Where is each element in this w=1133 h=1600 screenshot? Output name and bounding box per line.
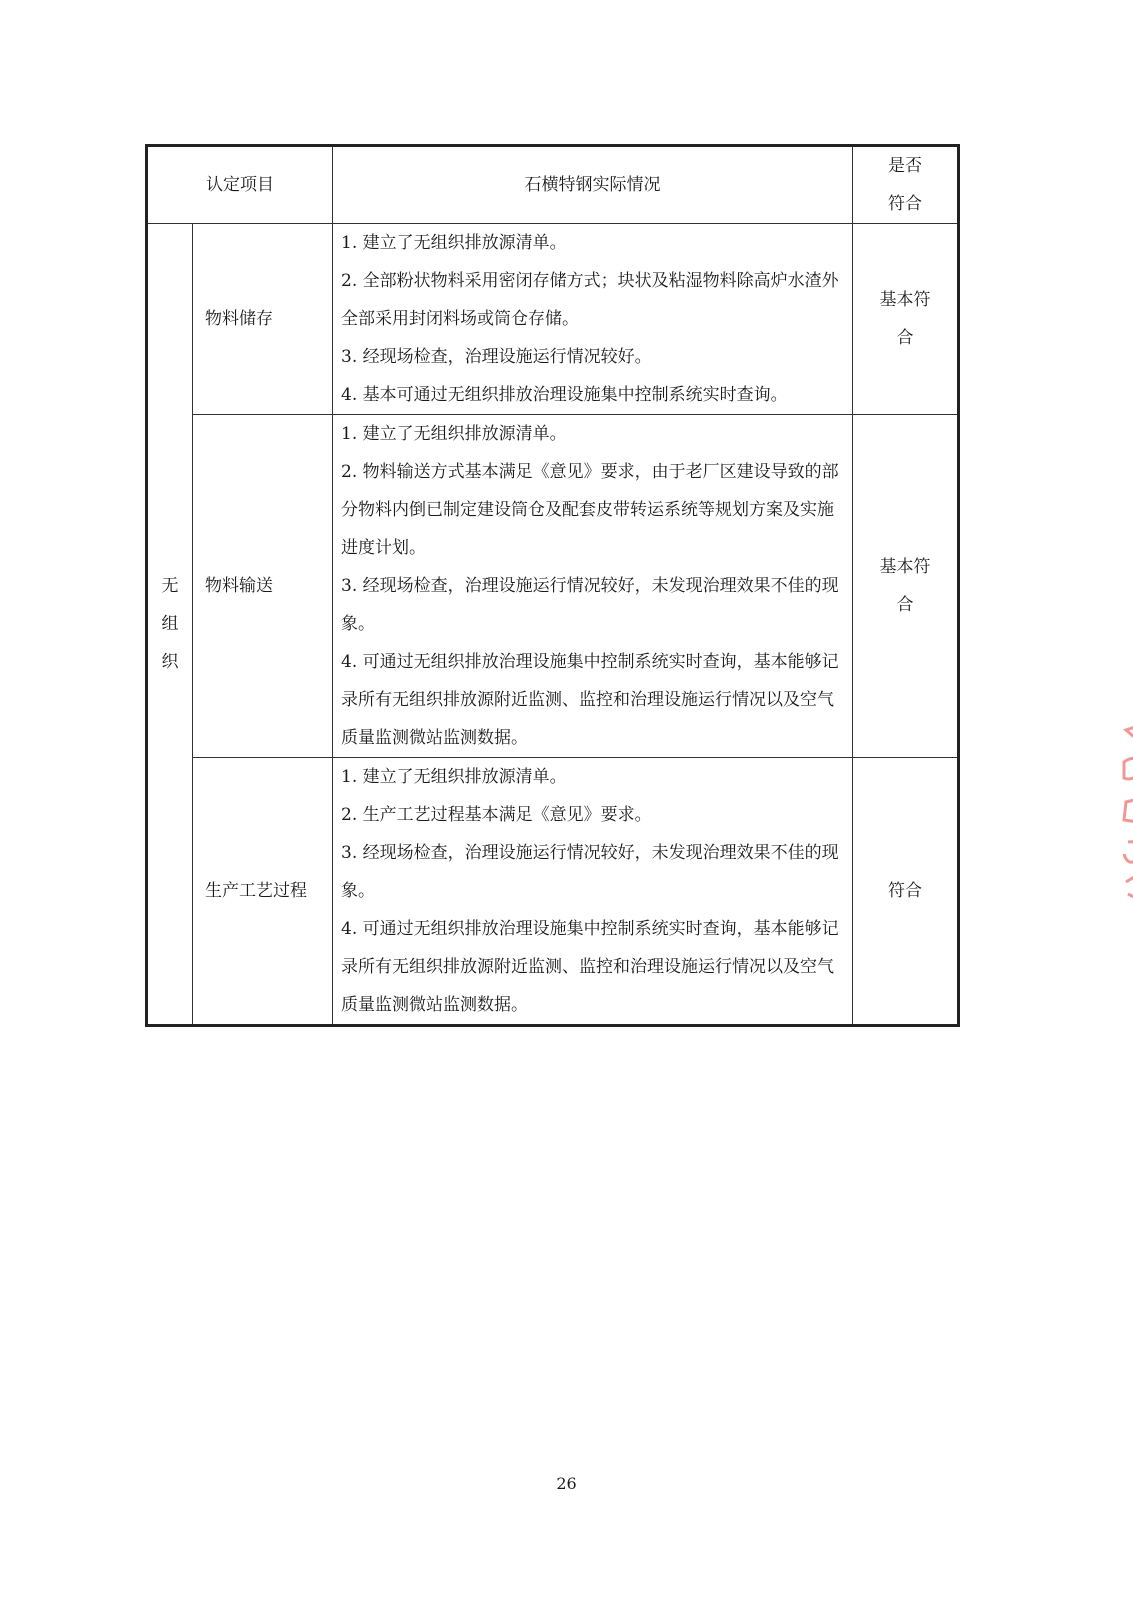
subitem-cell: 物料输送 bbox=[193, 415, 333, 758]
situation-item: 2. 全部粉状物料采用密闭存储方式；块状及粘湿物料除高炉水渣外全部采用封闭料场或筒仓存储。 bbox=[341, 271, 839, 329]
subitem-cell: 物料储存 bbox=[193, 224, 333, 415]
result-cell bbox=[853, 224, 959, 415]
situation-item: 3. 经现场检查，治理设施运行情况较好，未发现治理效果不佳的现象。 bbox=[341, 843, 839, 901]
category-char: 织 bbox=[161, 652, 179, 672]
result-text-line: 合 bbox=[896, 328, 914, 348]
red-seal-stamp bbox=[1118, 722, 1133, 922]
seal-fragment-icon bbox=[1118, 722, 1133, 922]
header-situation: 石横特钢实际情况 bbox=[333, 146, 853, 224]
subitem-cell: 生产工艺过程 bbox=[193, 758, 333, 1026]
header-comply-line2: 符合 bbox=[888, 194, 922, 214]
situation-item: 3. 经现场检查，治理设施运行情况较好，未发现治理效果不佳的现象。 bbox=[341, 576, 839, 634]
situation-item: 2. 生产工艺过程基本满足《意见》要求。 bbox=[341, 805, 652, 825]
situation-item: 2. 物料输送方式基本满足《意见》要求，由于老厂区建设导致的部分物料内倒已制定建设筒仓及配套皮带转运系统等规划方案及实施进度计划。 bbox=[341, 462, 839, 558]
situation-cell bbox=[333, 224, 853, 415]
situation-item: 1. 建立了无组织排放源清单。 bbox=[341, 767, 567, 787]
situation-cell bbox=[333, 415, 853, 758]
result-text-line: 基本符 bbox=[879, 557, 931, 577]
situation-item: 4. 可通过无组织排放治理设施集中控制系统实时查询，基本能够记录所有无组织排放源附近监测、监控和治理设施运行情况以及空气质量监测微站监测数据。 bbox=[341, 919, 839, 1015]
category-char: 组 bbox=[161, 614, 179, 634]
header-comply-line1: 是否 bbox=[888, 156, 922, 176]
situation-cell bbox=[333, 758, 853, 1026]
category-char: 无 bbox=[161, 576, 179, 596]
result-text-line: 基本符 bbox=[879, 290, 931, 310]
situation-item: 1. 建立了无组织排放源清单。 bbox=[341, 424, 567, 444]
table-row bbox=[147, 224, 959, 415]
category-cell bbox=[147, 224, 193, 1026]
result-text-line: 合 bbox=[896, 595, 914, 615]
result-cell bbox=[853, 415, 959, 758]
header-row bbox=[147, 146, 959, 224]
compliance-table bbox=[145, 144, 960, 1027]
header-comply bbox=[853, 146, 959, 224]
situation-item: 4. 基本可通过无组织排放治理设施集中控制系统实时查询。 bbox=[341, 385, 788, 405]
situation-item: 3. 经现场检查，治理设施运行情况较好。 bbox=[341, 347, 652, 367]
table-row bbox=[147, 415, 959, 758]
situation-item: 4. 可通过无组织排放治理设施集中控制系统实时查询，基本能够记录所有无组织排放源附近监测、监控和治理设施运行情况以及空气质量监测微站监测数据。 bbox=[341, 652, 839, 748]
header-item: 认定项目 bbox=[147, 146, 333, 224]
table-row bbox=[147, 758, 959, 1026]
situation-item: 1. 建立了无组织排放源清单。 bbox=[341, 233, 567, 253]
result-cell: 符合 bbox=[853, 758, 959, 1026]
page-number: 26 bbox=[556, 1474, 577, 1493]
